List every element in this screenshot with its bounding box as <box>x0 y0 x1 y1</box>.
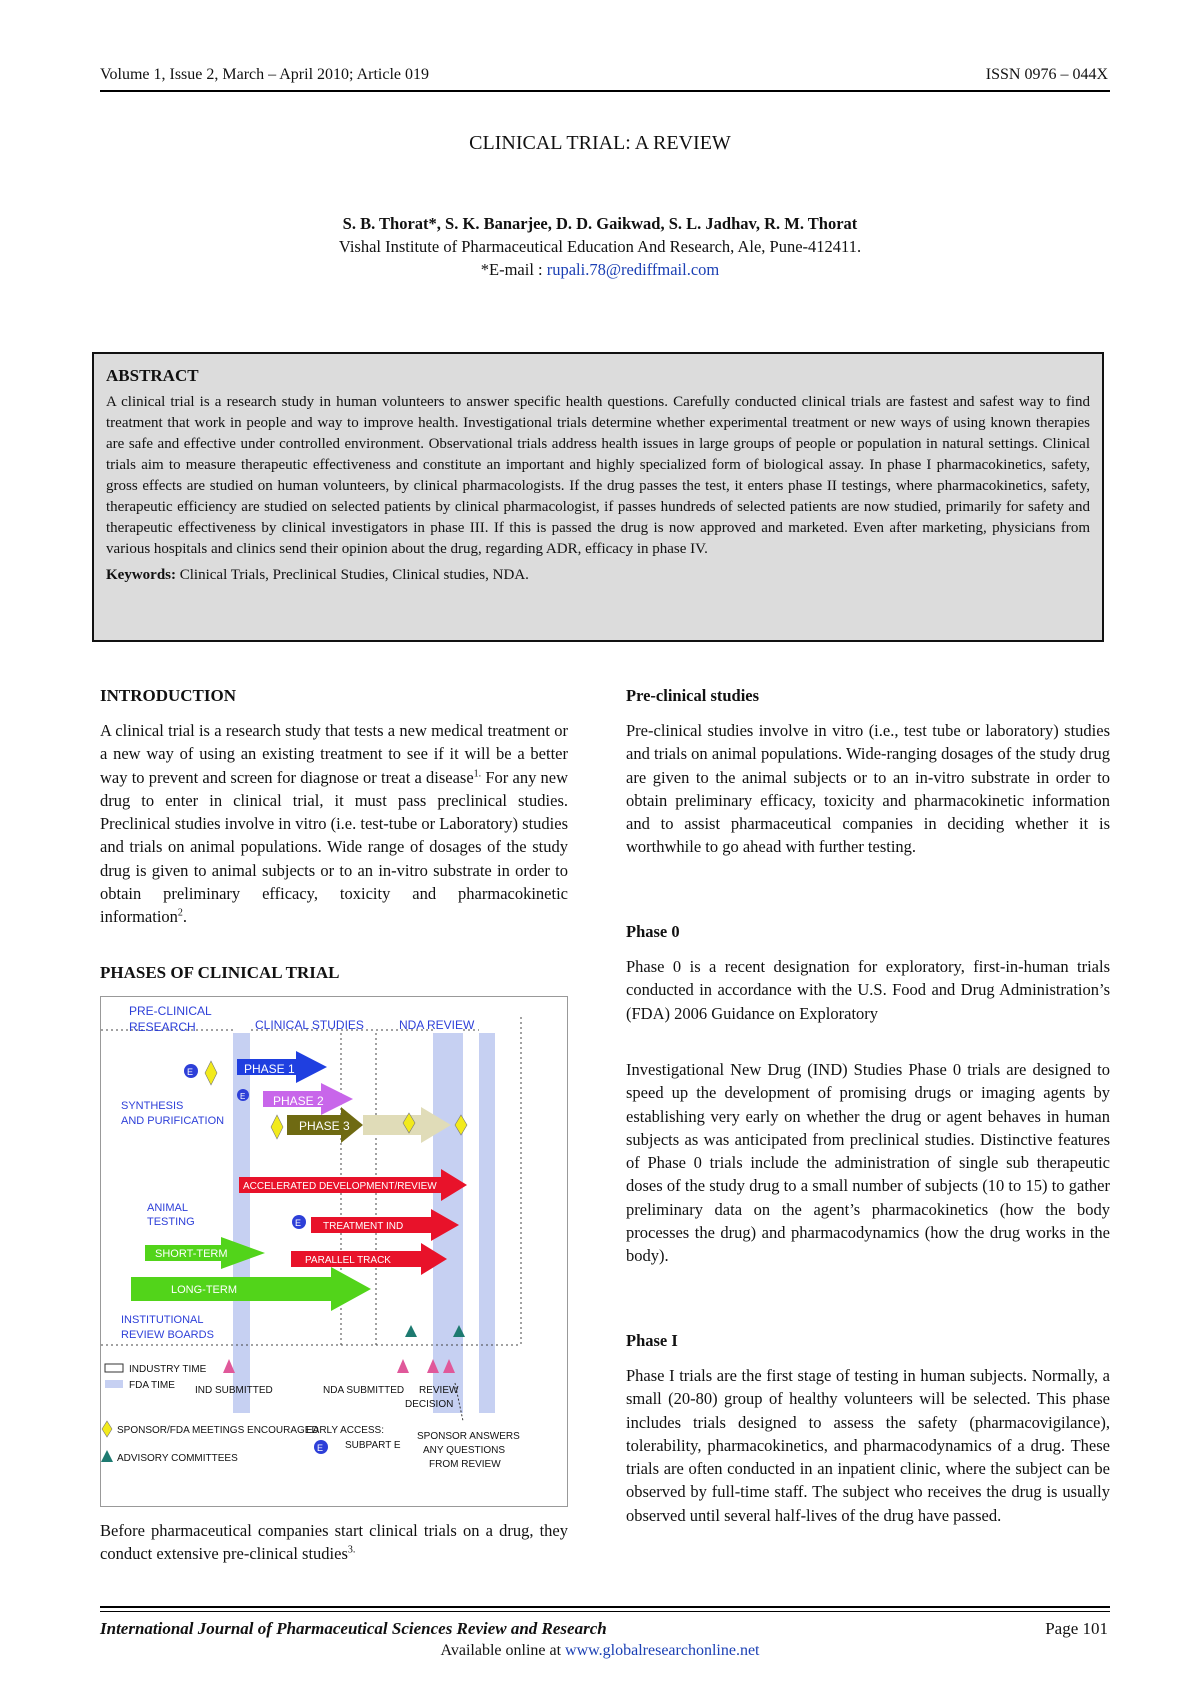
running-header-left: Volume 1, Issue 2, March – April 2010; Article 019 <box>100 66 429 83</box>
email-line <box>0 260 1200 280</box>
e-letter: E <box>240 1092 246 1101</box>
keywords-label: Keywords: <box>106 567 176 583</box>
phase0-heading: Phase 0 <box>626 922 680 941</box>
page-number: Page 101 <box>1045 1619 1108 1638</box>
phase0-paragraph-1: Phase 0 is a recent designation for exploratory, first-in-human trials conducted in accordance with the U.S. Food and Drug Administration’s (FDA) 2006 Guidance on Exploratory <box>626 957 1110 1023</box>
label-sponsor-answers-1: SPONSOR ANSWERS <box>417 1431 520 1442</box>
label-institutional: INSTITUTIONAL <box>121 1314 204 1326</box>
available-online <box>0 1642 1200 1660</box>
industry-time-swatch <box>105 1364 123 1372</box>
label-sponsor-meetings: SPONSOR/FDA MEETINGS ENCOURAGED <box>117 1425 319 1436</box>
journal-name: International Journal of Pharmaceutical Sciences Review and Research <box>100 1619 607 1638</box>
footer-rule-thin <box>100 1611 1110 1612</box>
label-industry-time: INDUSTRY TIME <box>129 1364 207 1375</box>
label-nda-review: NDA REVIEW <box>399 1018 475 1032</box>
abstract-heading: ABSTRACT <box>106 366 199 385</box>
phase1-heading: Phase I <box>626 1331 678 1350</box>
introduction-paragraph <box>100 719 568 929</box>
label-nda-submitted: NDA SUBMITTED <box>323 1385 405 1396</box>
citation-3: 3. <box>347 1544 356 1556</box>
preclinical-paragraph: Pre-clinical studies involve in vitro (i.e., test tube or laboratory) studies and trials on animal populations. Wide-ranging dosages of the study drug are given to the animal subjects or to an in-vitro substrate in order to obtain preliminary efficacy, toxicity and pharmacokinetic information and to assist pharmaceutical companies in deciding whether it is worthwhile to go ahead with further testing. <box>626 721 1110 857</box>
phase0-paragraph-2: Investigational New Drug (IND) Studies Phase 0 trials are designed to speed up the development of promising drugs or imaging agents by establishing very early on whether the drug or agent behaves in human subjects as was anticipated from preclinical studies. Distinctive features of Phase 0 trials include the administration of single sub therapeutic doses of the study drug to a small number of subjects (10 to 15) to gather preliminary data on the agent’s pharmacokinetics (how the body processes the drug) and pharmacodynamics (how the drug works in the body). <box>626 1060 1110 1266</box>
e-letter: E <box>295 1218 302 1228</box>
label-pre-clinical: PRE-CLINICAL <box>129 1004 212 1018</box>
running-header-issn: ISSN 0976 – 044X <box>985 66 1108 83</box>
website-link[interactable]: www.globalresearchonline.net <box>565 1642 760 1659</box>
label-early-access: EARLY ACCESS: <box>306 1425 384 1436</box>
abstract-body: A clinical trial is a research study in human volunteers to answer specific health questions. Carefully conducted clinical trials are fastest and safest way to find treatment that work in people and way to improve health. Investigational trials determine whether experimental treatment or new ways of using known therapies are safe and effective under controlled environment. Observational trials address health issues in large groups of people or population in natural settings. Clinical trials aim to measure therapeutic effectiveness and constitute an important and highly specialized form of biological assay. In phase I pharmacokinetics, safety, gross effects are studied on human volunteers, by clinical pharmacologists. If the drug passes the test, it enters phase II testings, where pharmacokinetics, safety, therapeutic efficiency are studied on selected patients by clinical pharmacologist, if passes hundreds of selected patients are now studied, primarily for safety and therapeutic effectiveness by clinical investigators in phase III. If this is passed the drug is now approved and marketed. Even after marketing, physicians from various hospitals and clinics send their opinion about the drug, regarding ADR, efficacy in phase IV. <box>106 394 1090 557</box>
after-figure-text: Before pharmaceutical companies start clinical trials on a drug, they conduct extensive pre-clinical studies <box>100 1521 568 1564</box>
submission-triangle <box>397 1359 409 1373</box>
label-animal: ANIMAL <box>147 1202 188 1214</box>
e-letter: E <box>187 1067 194 1077</box>
label-synthesis: SYNTHESIS <box>121 1100 184 1112</box>
meeting-diamond-legend <box>102 1421 112 1437</box>
fda-band-review <box>479 1033 495 1413</box>
label-review: REVIEW <box>419 1385 459 1396</box>
fda-time-swatch <box>105 1380 123 1388</box>
citation-2: 2 <box>177 907 183 919</box>
label-sponsor-answers-2: ANY QUESTIONS <box>423 1445 506 1456</box>
abstract-box <box>92 352 1104 642</box>
label-advisory: ADVISORY COMMITTEES <box>117 1453 238 1464</box>
keywords-text: Clinical Trials, Preclinical Studies, Clinical studies, NDA. <box>176 567 529 583</box>
meeting-diamond <box>205 1061 217 1085</box>
keywords-line <box>106 567 1090 584</box>
label-sponsor-answers-3: FROM REVIEW <box>429 1459 501 1470</box>
treatment-ind-label: TREATMENT IND <box>323 1221 404 1232</box>
label-fda-time: FDA TIME <box>129 1380 175 1391</box>
citation-1: 1. <box>473 768 482 780</box>
advisory-triangle-legend <box>101 1450 113 1462</box>
label-research: RESEARCH <box>129 1020 196 1034</box>
phase1-label: PHASE 1 <box>244 1062 295 1076</box>
footer-rule <box>100 1606 1110 1608</box>
label-testing: TESTING <box>147 1216 195 1228</box>
intro-end: . <box>182 907 188 927</box>
parallel-track-label: PARALLEL TRACK <box>305 1255 391 1266</box>
short-term-label: SHORT-TERM <box>155 1248 228 1260</box>
phases-heading: PHASES OF CLINICAL TRIAL <box>100 963 340 982</box>
paper-title: CLINICAL TRIAL: A REVIEW <box>469 132 731 154</box>
label-subpart-e: SUBPART E <box>345 1440 401 1451</box>
long-term-arrow <box>131 1267 371 1311</box>
label-decision: DECISION <box>405 1399 454 1410</box>
header-rule <box>100 90 1110 92</box>
label-ind-submitted: IND SUBMITTED <box>195 1385 273 1396</box>
phases-diagram <box>101 997 567 1506</box>
label-review-boards: REVIEW BOARDS <box>121 1329 214 1341</box>
phases-figure <box>100 996 568 1507</box>
phase1-paragraph: Phase I trials are the first stage of testing in human subjects. Normally, a small (20-80) group of healthy volunteers will be selected. This phase includes trials designed to assess the safety (pharmacovigilance), tolerability, pharmacokinetics, and pharmacodynamics of a drug. These trials are often conducted in an inpatient clinic, where the subject can be observed by full-time staff. The subject who receives the drug is usually observed until several half-lives of the drug have passed. <box>626 1366 1110 1525</box>
after-figure-paragraph <box>100 1519 568 1566</box>
phase2-label: PHASE 2 <box>273 1094 324 1108</box>
intro-text-2: For any new drug to enter in clinical trial, it must pass preclinical studies. Preclinical studies involve in vitro (i.e. test-tube or Laboratory) studies and trials on animal populations. Wide range of dosages of the study drug is given to animal subjects or to an in-vitro substrate in order to obtain preliminary efficacy, toxicity and pharmacokinetic information <box>100 767 569 927</box>
phase3-label: PHASE 3 <box>299 1119 350 1133</box>
introduction-heading: INTRODUCTION <box>100 686 237 705</box>
authors: S. B. Thorat*, S. K. Banarjee, D. D. Gaikwad, S. L. Jadhav, R. M. Thorat <box>342 214 858 233</box>
email-label: *E-mail : <box>480 260 547 279</box>
email-link[interactable]: rupali.78@rediffmail.com <box>546 260 720 279</box>
advisory-triangle <box>405 1325 417 1337</box>
meeting-diamond <box>271 1115 283 1139</box>
preclinical-heading: Pre-clinical studies <box>626 686 760 705</box>
e-letter: E <box>317 1443 324 1453</box>
label-purification: AND PURIFICATION <box>121 1115 225 1127</box>
long-term-label: LONG-TERM <box>171 1284 237 1296</box>
available-label: Available online at <box>440 1642 566 1659</box>
accelerated-label: ACCELERATED DEVELOPMENT/REVIEW <box>243 1181 437 1192</box>
affiliation: Vishal Institute of Pharmaceutical Education And Research, Ale, Pune-412411. <box>338 237 862 256</box>
intro-text-1: A clinical trial is a research study that tests a new medical treatment or a new way of using an existing treatment to see if it will be a better way to prevent and screen for diagnose or treat a disease <box>100 721 568 787</box>
label-clinical-studies: CLINICAL STUDIES <box>255 1018 364 1032</box>
